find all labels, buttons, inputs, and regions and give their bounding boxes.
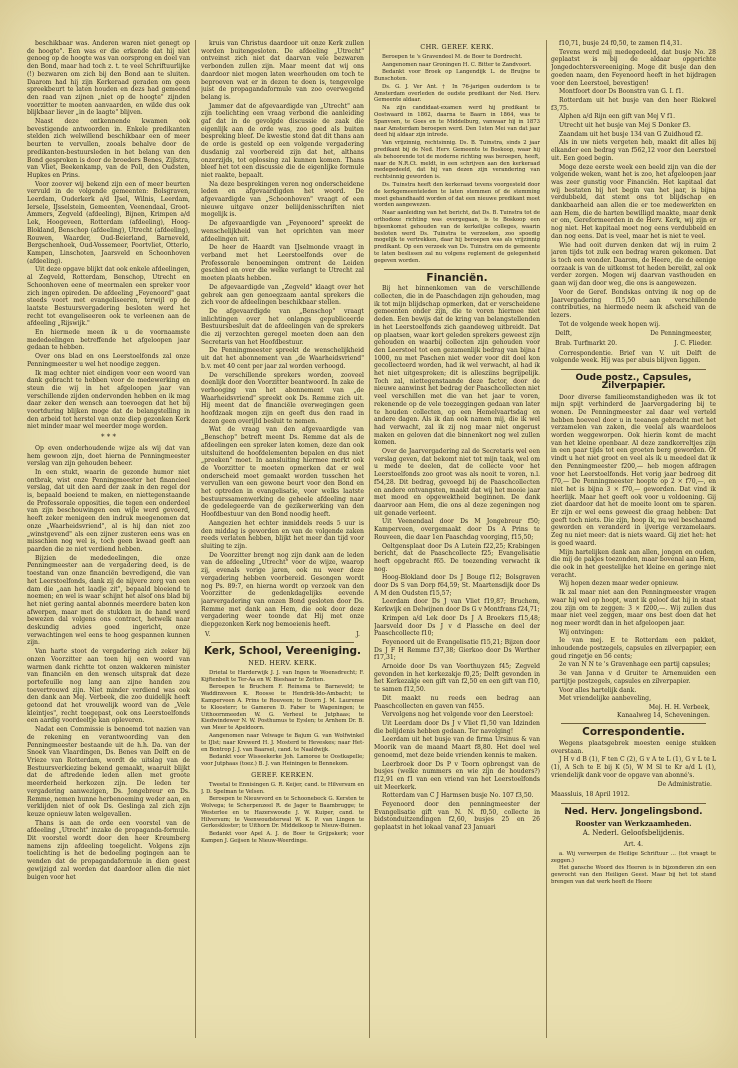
paragraph: Tevens werd mij medegedeeld, dat busje No. 28 geplaatst is bij de aldaar opgerichte Jongedochtersvereeniging. Moge dit busje dan den goeden naam, den Feyenoord heeft in het bijdragen voor den Leerstoel, bevestigen! [551, 48, 716, 87]
paragraph: Moge deze eerste week een beeld zijn van die der volgende weken, want het is zoo, het afgeloopen jaar was zeer gunstig voor Financiën. Het kapitaal dat wij bestaten bij het begin van het jaar, is bijna verdubbeld, dat stemt ons tot blijdschap en dankbaarheid aan allen die er toe medewerkten en aan Hem, die de harten bewilligd maakte, maar denk er om, Gereformeerden in de Herv. Kerk, wij zijn er nog niet. Het kapitaal moet nog eens verdubbeld en dan nog eens. Dat is veel, maar het is niet te veel. [551, 163, 716, 240]
column-3 [374, 40, 540, 1038]
paragraph: Tot de volgende week hopen wij. [559, 320, 661, 328]
divider [561, 723, 706, 724]
notice: Beroepen te 's Gravendeel M. de Boer te Dordrecht. [382, 53, 523, 60]
section-heading: Correspondentie. [582, 726, 685, 739]
paragraph: Zaandam uit het busje 134 van G Zuidhoud f2. [559, 130, 703, 138]
paragraph: a. Wij verwerpen de Heilige Schriftuur ... (tot vraagt te zeggen.) [551, 850, 716, 864]
paragraph: Feyenoord uit de Evangelisatie f15,21; Bijzen door Ds J F H Remme f37,38; Gierkoo door Ds Werther f17,31; [374, 638, 540, 662]
paragraph: Mijn hartelijken dank aan allen, jongen en ouden, die mij de pakjes toezonden, maar bovenal aan Hem, die ook in het geestelijke het kleine en geringe niet veracht. [551, 548, 716, 579]
paragraph: beschikbaar was. Anderen waren niet genegt op de hoogte". Een was er die erkende dat hij niet genoeg op de hoogte was van oorsprong en doel van den Bond, maar had toch z. t. te veel Schriftuurlijke (!) bezwaren om zich bij den Bond aan te sluiten. Daarom had hij zijn Kerkeraad geraden om geen spreekbeurt te laten houden en dezs had gemeend den raad van zijnen „niet op de hoogte" zijnden voorzitter te moeten aanvaarden, en wilde dus ook blijkbaar liever „in de laagte" blijven. [27, 40, 190, 117]
column-rule [546, 40, 547, 1038]
section-heading: Ned. Herv. Jongelingsbond. [564, 806, 703, 817]
paragraph: Over de Jaarvergadering zal de Secretaris wel een verslag geven, dat bekomt niet tot mijn taak, wel om u mede te deelen, dat de collecte voor het Leerstoelfonds zoo groot was als nooit te voren, n.l. f54,28. Dit bedrag, gevoegd bij de Paaschcollecten en andere ontvangsten, maakt dat wij het mooie jaar met mood en opgewektheid beginnen. De dank daarvoor aan Hem, die ons al deze zegeningen nog uit genade verleent. [374, 448, 540, 517]
paragraph: De verschillende sprekers worden, zooveel doenlijk door den Voorzitter beantwoord. In zake de verhooging van het abonnement van „de Waarheidsvriend" spreekt ook Ds. Remme zich uit. Hij meent dat de financiële overwegingen geen hoofdzaak mogen zijn en geeft dus den raad in dezen geen overijld besluit te nemen. [201, 371, 364, 425]
paragraph: De afgevaardigde van „Benschop" vraagt inlichtingen over het onlangs gepubliceerde Bestuursbesluit dat de afdeelingen van de sprekers die zij verzochten geregel moeten doen aan den Secretaris van het Hoofdbestuur. [201, 307, 364, 346]
paragraph: Thans is aan de orde een voorstel van de afdeeling „Utrecht" inzake de propaganda-formule. Dit voorstel wordt door den heer Kreumberg namens zijn afdeeling toegelicht. Volgens zijn toelichting is het de bedoeling pogingen aan te wenden dat de propagandaformule in dien geest gewijzigd zal worden dat daardoor allen die niet buigen voor het [27, 819, 190, 881]
signoff-title: De Penningmeester, [650, 330, 712, 338]
signoff-name: Mej. H. H. Verbeek, [648, 703, 710, 711]
paragraph: Vervolgens nog het volgende voor den Leerstoel: [382, 711, 534, 719]
article-signoff [555, 340, 712, 348]
paragraph: 2e van N N te 's Gravenhage een partij capsules; [559, 661, 711, 669]
paragraph: Nadat een Commissie is benoemd tot nazien van de rekening en verantwoording van den Penningmeester bestaande uit de h.h. Da. van der Snoek van Vlaardingen, Ds. Benes van Delft en de Vrieze van Rotterdam, wordt de uitslag van de Bestuursverkiezing bekend gemaakt, waaruit blijkt dat de aftredende leden allen met groote meerderheid herkozen zijn. De leden ter vergadering aanwezigen, Ds. Jongebreur en Ds. Remme, nemen hunne herbenoeming weder aan, en verklijden niet of ook Ds. Geslinga zal zich zijn keuze opnieuw laten welgevallen. [27, 726, 190, 818]
signoff-initial: V. [205, 630, 211, 638]
paragraph: Van harte stoot de vergadering zich zeker bij onzen Voorzitter aan toen hij een woord van warmen dank richtte tot onzen wakkeren minister van financiën en den wensch uitsprak dat deze portefeuille nog lang aan zijne handen zou toevertrouwd zijn. Niet minder verdiend was ook den dank aan Mej. Verbeek, die zoo duidelijk heeft getoond dat het vrouwelijk woord van de „Vele kleintjes", recht toegepast, ook ons Leerstoelfonds een aardig voordeeltje kan opleveren. [27, 648, 190, 725]
section-heading: Financiën. [426, 271, 488, 284]
paragraph: J H v d B (1), F ten C (2), G v A te L (1), G v L te L (1), A Sch te E bij K (5), W M Sl te Kr a/d L (1), vriendelijk dank voor de opgave van abonné's. [551, 756, 716, 779]
column-4 [551, 40, 716, 1038]
paragraph: Montfoort door Ds Boonstra van G. I. f1. [559, 88, 684, 96]
paragraph: Wij ontvingen: [559, 628, 604, 636]
notice: Bedankt voor Wisseekerke Joh. Lamoree te Oostkapelle; voor Jutphaas (toez.) B. J. van Heiningen te Bennekom. [201, 754, 364, 768]
paragraph: Ik zal maar niet aan den Penningmeester vragen waar hij wel op hoopt, want ik geloof dat hij in staat zou zijn om te zeggen: 3 × f200,—. Wij zullen dus maar niet veel zeggen, maar ons best doen dat het nog meer wordt dan in het afgeloopen jaar. [551, 589, 716, 627]
notice: Beroepen te Bruchem F. Reinsma te Barneveld; te Waddinxveen K. Roosse te Hendrik-Ido-Ambacht; te Kamperveen A. Prins te Rouveen; te Doorn J. M. Laurense te Kloosterr; te Gameren D. Faber te Wageningen; te Uithoornmeeden W. G. Verheul te Jutphaas; te Kiedwindewer N. W. Posthumus te Eyslen; te Arnhem Dr. B. van Meer te Apeldoorn. [201, 684, 364, 732]
divider [211, 642, 354, 643]
signoff-address: Kanaalweg 14, Scheveningen. [617, 711, 710, 719]
column-2 [201, 40, 364, 1038]
paragraph: Met vriendelijke aanbeveling, [559, 695, 652, 703]
paragraph: Naast deze ontkennende kwamen ook bevestigende antwoorden in. Enkele predikanten stelden zich welwillend beschikbaar een of meer beurten te vervullen, zooals behalve door de predikanten-bestuursleden in het belang van den Bond gesproken is door de broeders Benes, Zijlstra, van Vliet, Beekenkamp, van de Poll, den Oudsten, Hupkes en Prins. [27, 118, 190, 179]
notice: Ds. G. J. Ver Ant. † In 76-jarigen ouderdom is te Amsterdam overleden de oudste predikant der Ned. Herv. Gemeente aldaar. [374, 83, 540, 104]
article-signoff [555, 330, 712, 338]
article-number: Art. 4. [623, 841, 644, 849]
paragraph: De afgevaardigde van „Zegveld" klaagt over het gebrek aan gen genoegzaam aantal sprekers die zich voor de afdeelingen beschikbaar stellen. [201, 283, 364, 307]
paragraph: Voor zoover wij bekend zijn een of meer beurten vervuld in de volgende gemeenten: Bolsgraven, Leerdam, Ouderkerk a/d IJsel, Wilnis, Leerdam, Iersele, IJsselstein, Gemeenten, Veenendaal, Groot-Ammers, Zegveld (afdeeling), Bijnen, Krimpen a/d Lek, Hoogeveen, Rotterdam (afdeeling), Hoog-Blokland, Benschop (afdeeling), Utrecht (afdeeling), Rouwen, Waarder, Oud-Beierland, Barneveld, Bergschenhoek, Oud-Vossemeer, Poortvliet, Otterlo, Kampen, Linschoten, Jaarsveld en Schoonhoven (afdeeling). [27, 180, 190, 265]
notice: Na zijn candidaat-examen werd hij predikant te Oostwaard in 1862, daarna te Baarn in 1864, was te Spanvoen, te Goes en te Middelburg, vanwaar hij in 1873 naar Amsterdam beroepen werd. Den 1sten Mei van dat jaar deed hij aldaar zijn intrede. [374, 105, 540, 139]
column-1 [27, 40, 190, 1038]
paragraph: kruis van Christus daardoor uit onze Kerk zullen worden buitengesloten. De afdeeling „Utrecht" ontveinst zich niet dat daarvan vele bezwaren verbonden zullen zijn. Maar meent dat wij ons daardoor niet mogen laten weerhouden om toch te beproeven wat er in dezen te doen is, tengevolge juist de propagandaformule van zoo overwegend belang is. [201, 40, 364, 101]
signoff-title: De Administratie. [657, 780, 712, 788]
notice: Aangenomen naar Groningen H. C. Bitter te Zandvoort. [382, 61, 532, 68]
subsection-heading: NED. HERV. KERK. [248, 659, 317, 668]
paragraph: Voor alles hartelijk dank. [559, 686, 637, 694]
notice: Beroepen te Nieuwvord en te Schoonebeck G. Kersten te Wolvega; te Scherpenzeel R. de Jager te Baambrugge; te Westerlee en te Hazerswoude J. W. Kuiper, cand. te Hilversum; te Veenwoudsterwal W. K. P. van Lingen te Gerkeskloster; te Uithorn Dr. Middelkoop te Nieuw-Buinen. [201, 796, 364, 830]
divider [561, 803, 706, 804]
paragraph: Utrecht uit het busje van Mej S Donker f3. [559, 122, 691, 130]
paragraph: Ie van mej. E te Rotterdam een pakket, inhoudende postzegels, capsules en zilverpapier, een goud ringetje en 56 cents; [551, 637, 716, 660]
paragraph: Uit Leerdam door Ds J v Vliet f1,50 van Idzinden die belijdenis hebben gedaan. Ter navolging! [374, 719, 540, 735]
paragraph: Bij het binnenkomen van de verschillende collecten, die in de Paaschdagen zijn gehouden, mag ik tot mijn blijdschap opmerken, dat er verscheidene gemeenten onder zijn, die te voren hiermee niet deden. Een bewijs dat de kring van belangstellenden in het Leerstoelfonds zich gaandeweg uitbreidt. Dat op plaatsen, waar kort geleden sprekers geweest zijn gehouden en waarbij collecten zijn gehouden voor den Leerstoel tot een gezamenlijk bedrag van bijna f 1000, nu met Paschen niet weder voor dit doel kon gecollecteerd worden, had ik wel verwacht, al had ik het niet uitgesproken; dit is allesziins begrijpelijk. Toch zal, niettegenstaande deze factor, door de nieuwe aanwinst het bedrag der Paaschcollecten niet veel verschillen met die van het jaar te voren, rekenende op de vele toezeggingen gedaan van later te houden collecten, op een Hemelvaartsdag en andere dagen. Als ik dan ook namen mij, die ik wel had verwacht, zal ik zij nog maar niet ongerust maken en geloven dat die binnenkort nog wel zullen komen. [374, 285, 540, 447]
section-separator: * * * [101, 433, 116, 442]
divider [561, 369, 706, 370]
notice: Naar aanleiding van het bericht, dat Ds. B. Tuinstra tot de orthodoxe richting was overgegaan, is te Boskoop een bijeenkomst gehouden van de kerkelijke colleges, waarin besloten werd Ds. Tuinstra te verzoeken, zoo spoedig mogelijk te vertrekken, daar hij beroepen was als vrijzinnig predikant. Op een verzoek van Ds. Tuinstra om de gemeente te laten beslissen zal nu volgens reglement de gelegenheid gegeven worden. [374, 210, 540, 264]
paragraph: Het gansche Woord des Heeren is in bijzonderen zin een gewrocht van den Heiligen Geest. Maar bij het tot stand brengen van dat werk heeft de Heere [551, 865, 716, 885]
signoff-place: Delft, [555, 330, 573, 338]
signoff-name: J. C. Flieder. [674, 340, 712, 348]
paragraph: Als in uw niets vergeten heb, maakt dit alles bij elkander een bedrag van f562,12 voor den Leerstoel uit. Een goed begin. [551, 139, 716, 162]
notice: Aangenomen naar Velwage te Bajum G. van Wolfwinkel te IJlst; naar Krewerd H. J. Mosterd te Heveskes; naar Het- en Bontrop J. J. van Baarsel, cand. te Naaldwijk. [201, 733, 364, 753]
paragraph: Bijzien de mededeelingen, die onze Penningmeester aan de vergadering deed, is de toestand van onze financiën bevredigend, die van het Leerstoelfonds, dank zij de nijvere zorg van een dam die „aan het laadje zit", bepaald bloeiend te noemen; en wel is waar schijnt het alsof ons blad bij het niet gering aantal abonnés meerdere baten kon afwerpen, maar met de stukken in de hand werd bewezen dal volgens ons contract, hetwelk naar deskundig advies goed ingericht, onze verwachtingen wel eens te hoog gespannen kunnen zijn. [27, 554, 190, 647]
paragraph: Leerbroek door Ds P v Toorn opbrengst van de busjes (welke nummers en wie zijn de houders?) f12,91 en f1 van een vriend van het Leerstoelfonds uit Meerkerk. [374, 760, 540, 791]
subsection-heading: Rooster van Werkzaamheden. [575, 818, 692, 828]
paragraph: Wie had ooit durven denken dat wij in ruim 2 jaren tijds tot zulk een bedrag waren gekomen. Dat is toch een wonder. Daarom, de Heere, die de eenige oorzaak is van de uitkomst tot heden bereikt, zal ook verder zorgen. Mogen wij daarvan vasthouden en gaan wij dan door weg, die ons is aangewezen. [551, 241, 716, 288]
paragraph: Aangezien het echter inmiddels reeds 5 uur is den middag is geworden en van de volgende zaken reeds verlaten hebben, blijkt het meer dan tijd voor sluiting te zijn. [201, 519, 364, 550]
paragraph: Wij hopen dezen maar weder opnieuw. [559, 580, 679, 588]
paragraph: Krimpen a/d Lek door Ds J A Broekers f15,48; Jaarsveld door Ds J v d Plassche en deel der Paaschcollecte f10; [374, 614, 540, 638]
paragraph: De Voorzitter brengt nog zijn dank aan de leden van de afdeeling „Utrecht" voor de wijze, waarop zij, evenals vorige jaren, ook nu weer deze vergadering hebben voorbereid. Gesongen wordt nog Ps. 89:7, en hierna wordt op verzoek van den Voorzitter de gedenkdagelijks eevende jaarvergadering van onzen Bond gesloten door Ds. Remme met dank aan Hem, die ook door deze vergadering weer toonde dat Hij met onze diepgezonken Kerk nog bemoeienis heeft. [201, 551, 364, 629]
column-rule [195, 40, 196, 1038]
paragraph: Leerdam door Ds J van Vliet f19,87; Bruchem, Kerkwijk en Delwijnen door Ds G v Montfrans f24,71; [374, 598, 540, 614]
paragraph: Op even onderhoudende wijze als wij dat van hem gewoon zijn, doet hierna de Penningmeester verslag van zijn gehouden beheer. [27, 444, 190, 468]
paragraph: In een stukt, waarin de gezonde humor niet ontbrak, wist onze Penningmeester het financieel verslag, dat uit den aard der zaak in den regel dor is, bepaald boeiend te maken, en niettegenstaande de Professorale opposities, die tegen een onderdeel van zijn beschouwingen een wijle werd gevoerd, heeft zeker menigeen den indruk meegenomen dat onze „Waarheidsvriend", al is hij dan niet zoo „winstgevend" als een zijner zusteren eens was en misschien nog wel is, toch geen kwaad geeft aan paarden die ze niet verdiend hebben. [27, 468, 190, 553]
paragraph: De Penningmeester spreekt de wenschelijkheid uit dat het abonnement van „de Waarheidsvriend" b.v. met 40 cent per jaar zal worden verhoogd. [201, 347, 364, 370]
paragraph: Rotterdam uit het busje van den heer Riekwel f3,75. [551, 96, 716, 112]
paragraph: Leerdam uit het busje van de firma Ursinus & van Moorik van de maand Maart f8,80. Het doel wel genoemd, met deze beide vrienden kennis te maken. [374, 736, 540, 759]
paragraph: Na deze besprekingen veren nog onderscheidene leden en afgevaardigden het woord. De afgevaardigde van „Schoonhoven" vraagt of een nieuwe uitgave onzer beliijdenisschriften niet mogelijk is. [201, 180, 364, 219]
paragraph: f10,71, busje 24 f0,50, te zamen f14,31. [559, 40, 683, 47]
column-rule [369, 40, 370, 1038]
paragraph: Over ons blad en ons Leerstoelfonds zal onze Penningmeester u wel het noodige zeggen. [27, 353, 190, 368]
paragraph: Wegens plaatsgebrek moesten eenige stukken overstaan. [551, 740, 716, 755]
notice: Bedankt voor Broek op Langendijk L. de Bruijne te Bunschoten. [374, 69, 540, 83]
paragraph: Dit maakt nu reeds een bedrag aan Paaschcollecten en gaven van f455. [374, 694, 540, 710]
paragraph: Correspondentie. Brief van V. uit Delft de volgende week. Hij was per abuis blijven liggen. [551, 349, 716, 365]
paragraph: De afgevaardigde van „Feyenoord" spreekt de wenschelijkheid van het oprichten van meer afdeelingen uit. [201, 220, 364, 243]
notice: Tweetal te Ennisingen G. R. Keijer, cand. te Hilversum en J. D. Spelman te Velsen. [201, 781, 364, 795]
paragraph: Feyenoord door den penningmeester der Evangelisatie gift van N. N. f0,50, collecte in bidstonduitzendingen f2,60, busjes 25 en 26 geplaatst in het lokaal vanaf 23 Januari [374, 801, 540, 832]
paragraph: Wat de vraag van den afgevaardigde van „Benschop" betreft meent Ds. Remme dat als de afdeelingen een spreker laten komen, deze dan ook uitsluitend de hoofdelementen bepalen en dus niet „preeken" moet. In aansluiting hiermee merkt ook de Voorzitter te moeten opmerken dat er wel onderscheid moet gemaakt worden tusschen het vervullen van een gewone beurt voor den Bond en het optreden in evangelisatie, voor welks laatste bestuurssamenwerking de geheele afdeeling naar de gedelegeerde van de gezikerwerking van den Hoofdbestuur van den Bond noodig heeft. [201, 426, 364, 519]
subsection-heading: A. Nederl. Geloofsbelijdenis. [582, 829, 685, 838]
signoff-address: Brab. Turfmarkt 20. [555, 340, 618, 348]
paragraph: Jammer dat de afgevaardigde van „Utrecht" aan zijn toelichting een vraag verbond die aanleiding gaf dat in de gevolgde discussie de zaak die eigenlijk aan de orde was, zoo goed als buiten bespreking bleef. De kwestie stond dat dit thans aan de orde is gesteld op een volgende vergadering dusdanig zal voorbereid zijn dat het, althans onzerzijds, tot oplossing zal kunnen komen. Thans bleef het tot een discussie die de eigenlijke formule niet raakte, bepaalt. [201, 102, 364, 179]
paragraph: De heer de Haardt van IJselmonde vraagt in verband met het Leerstoelfonds over de Professorale benoemingen omtrent de Leiden geschied en over die welke verlangt te Utrecht zal moeten plaats hebben. [201, 244, 364, 283]
section-heading: Oude postz., Capsules, Zilverpapier. [575, 373, 692, 391]
paragraph: Uit Veenendaal door Ds M Jongebreur f50; Kamperveen, overgemaakt door Ds A Prins te Rouveen, die daar 1en Paaschdag voorging, f15,50; [374, 518, 540, 541]
notice: Bedankt voor Apel A. J. de Boer te Grijpskerk; voor Kampen J. Geijsen te Nieuw-Weerdinge. [201, 831, 364, 845]
subsection-heading: GEREF. KERKEN. [251, 771, 314, 779]
dateline: Maassluis, 18 April 1912. [551, 791, 630, 799]
paragraph: Alphen a/d Rijn een gift van Mej V f1. [559, 113, 676, 121]
paragraph: Uit deze opgave blijkt dat ook enkele afdeelingen, al Zegveld, Rotterdam, Benschop, Utrecht en Schoonhoven eene of meermalen een spreker voor zich ingen opireden. De afdeeling „Feyenoord" gaat steeds voort met evangeliseeren, terwijl op de laatste Bestuursvergadering besloten werd het recht tot evangeliseeren ook te verleenen aan de afdeeling „Rijswijk." [27, 266, 190, 328]
paragraph: Hoog-Blokland door Ds J Bouge f12; Bolsgraven door Ds S van Dorp f64,59; St. Maartensdijk door Ds A M den Oudsten f15,57; [374, 574, 540, 597]
paragraph: Door diverse familieomstandigheden was ik tot mijn spijt verhinderd de Jaarvergadering bij te wonen. De Penningmeester zal daar wel verteld hebben hoeveel door u in teeanen gebracht met het verzamelen van zaken, die veelal als waardeloos worden weggeworpen. Ook hierin komt de macht van het kleine openbaar. Al deze zandkorreltjes zijn in een paar tijds tot een groeten berg geworden. Of vindt u het niet groot en veel als ik u meedeel dat ik den Penningmeester f200,— heb mogen afdragen voor het Leerstoelfonds. Het vorig jaar bedroeg dit f70,— De Penningmeester hoopte op 2 × f70,—, en niet het is bijna 3 × f70,— geworden. Dat vind ik heerlijk. Maar het geeft ook voor u voldoening. Gij ziet daardoor dat het de moeite loont om te sparen. Er zijn er wel eens geweest die graag hebben: Dat geeft toch niets. Die zijn, hoop ik, nu wel beschaamd geworden en veranderd in ijverige verzamelaars. Zeg nu niet meer: dat is niets waard. Gij ziet het: het is goed waard. [551, 393, 716, 547]
paragraph: Arnoide door Ds van Voorthuyzen f45; Zegveld gevonden in het kerkezakje f0,25; Delft gevonden in het Kerkezakje een gift van f2,50 en een gift van f10, te samen f12,50. [374, 663, 540, 694]
paragraph: Voor de Geref. Bondskas ontving ik nog op de Jaarvergadering f15,50 aan verschillende contributies, na hiermede neem ik afscheid van de lezers. [551, 288, 716, 319]
notice: Van vrijzinnig, rechtsinnig. Ds. B. Tuinstra, sinds 2 jaar predikant bij de Ned. Herv. Gemeente te Boskoop, waar hij als behoorende tot de moderne richting was beroepen, heeft, naar de N.R.Ct. meldt, in een schrijven aan den kerkeraad medegedeeld, dat hij van dezen zijn verandering van rechtsinnig geworden is. [374, 140, 540, 181]
notice: Drietal te Harderwijk J. J. van Ingen te Woensdrecht; F. Kijftenbelt te Ter-Aa en W. Bieshaar te Zetten. [201, 669, 364, 683]
paragraph: Ik mag echter niet eindigen voor een woord van dank gebracht te hebben voor de medewerking en steun die wij in het afgeloopen jaar van verschillende zijden ondervonden hebben en ik mag daar zeker den wensch aan toevoegen dat het bij voortduring blijken moge dat de belangstelling in den arbeid tot herstel van onze diep gezonken Kerk niet minder maar wel meerder moge worden. [27, 369, 190, 431]
notice: Ds. Tuinstra heeft den kerkeraad tevens voorgesteld door de kerkgemeenteleden te laten stemmen of de stemming moet gehandhaafd worden of dat een nieuwe predikant moet worden aangewezen. [374, 182, 540, 209]
section-heading: Kerk, School, Vereeniging. [203, 645, 362, 658]
subsection-heading: CHR. GEREF. KERK. [420, 43, 494, 51]
signoff-initial: J. [356, 630, 360, 638]
divider [384, 269, 530, 270]
paragraph: En hiermede meen ik u de voornaamste mededeelingen betreffende het afgeloopen jaar gedaan te hebben. [27, 329, 190, 352]
paragraph: Oeltgensplaat door Ds A Lutein f22,25; Krabingen bericht, dat de Paaschcollecte f25; Evangelisatie heeft opgebracht f65. De toezending verwacht ik nog. [374, 542, 540, 573]
paragraph: Rotterdam van C J Harmsen busje No. 107 f3,50. [382, 792, 534, 800]
paragraph: 3e van Janna v d Gruiter te Arnemuiden een partijtje postzegels, capsules en zilverpapier. [551, 670, 716, 685]
article-signoff [205, 631, 360, 639]
